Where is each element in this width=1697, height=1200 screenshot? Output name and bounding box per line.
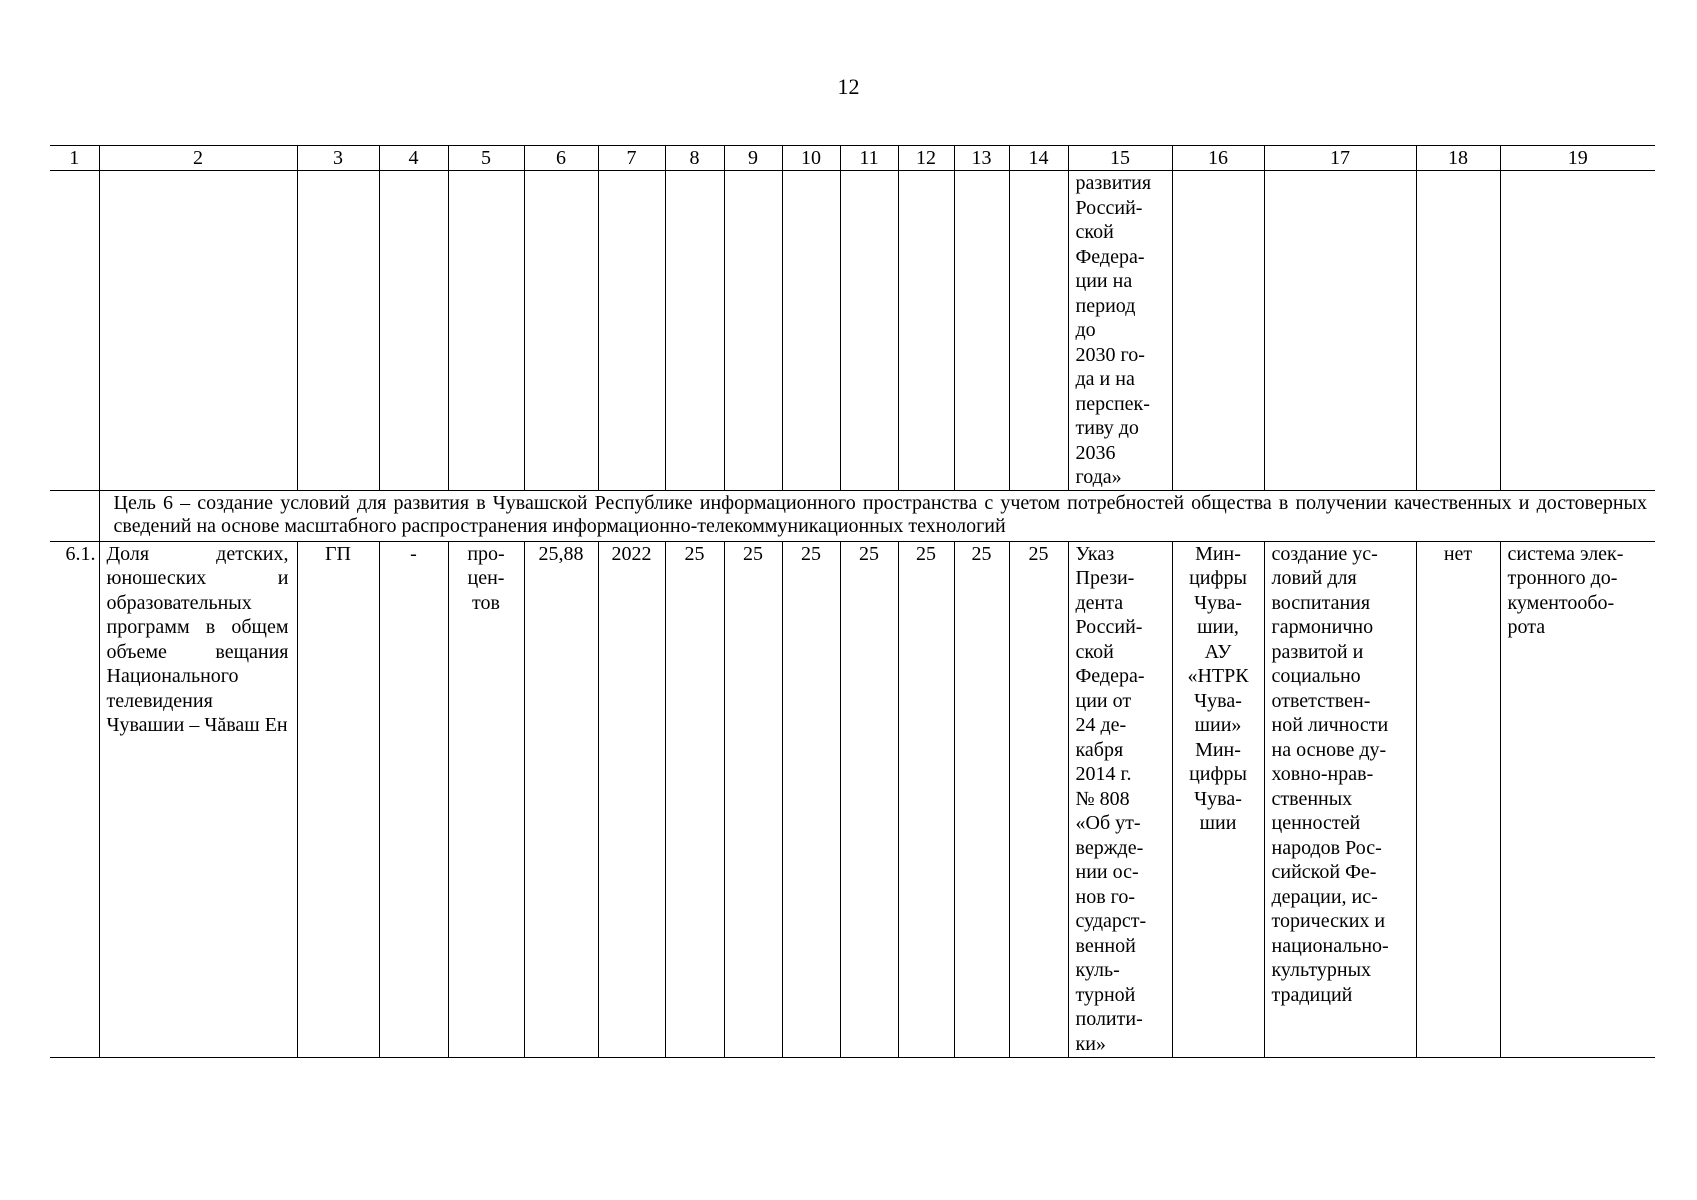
header-cell: 19	[1500, 146, 1655, 171]
indicator-name: Доля детских, юношеских и образовательных программ в общем объеме вещания Национального телевидения Чувашии – Чăваш Ен	[99, 541, 297, 1057]
continuation-row	[50, 171, 1655, 491]
goal-link: создание ус- ловий для воспитания гармонично развитой и социально ответствен- ной личности на основе ду- ховно-нрав- ственных ценностей народов Рос- сийской Фе- дерации, ис- торических и национально- культурных традиций	[1264, 541, 1416, 1057]
header-cell: 12	[898, 146, 954, 171]
legal-basis: Указ Прези- дента Россий- ской Федера- ции от 24 де- кабря 2014 г. № 808 «Об ут- вержде- нии ос- нов го- сударст- венной куль- турной полити- ки»	[1068, 541, 1172, 1057]
header-cell: 9	[724, 146, 782, 171]
base-value: 25,88	[524, 541, 598, 1057]
col18-value: нет	[1416, 541, 1500, 1057]
continuation-basis-text: развития Россий- ской Федера- ции на период до 2030 го- да и на перспек- тиву до 2036 года»	[1068, 171, 1172, 491]
value-col8: 25	[665, 541, 724, 1057]
header-cell: 15	[1068, 146, 1172, 171]
header-cell: 17	[1264, 146, 1416, 171]
header-cell: 6	[524, 146, 598, 171]
header-cell: 3	[297, 146, 379, 171]
header-cell: 7	[598, 146, 665, 171]
table-row	[50, 541, 1655, 1057]
value-col14: 25	[1009, 541, 1068, 1057]
indicator-source: ГП	[297, 541, 379, 1057]
header-cell: 16	[1172, 146, 1264, 171]
goal-text: Цель 6 – создание условий для развития в Чувашской Республике информационного пространства с учетом потребностей общества в получении качественных и достоверных сведений на основе масштабного распространения информационно-телекоммуникационных технологий	[99, 490, 1655, 541]
header-cell: 1	[50, 146, 99, 171]
header-cell: 4	[379, 146, 448, 171]
header-cell: 14	[1009, 146, 1068, 171]
header-cell: 2	[99, 146, 297, 171]
base-year: 2022	[598, 541, 665, 1057]
goal-row	[50, 490, 1655, 541]
header-cell: 18	[1416, 146, 1500, 171]
indicators-table	[50, 145, 1655, 1058]
indicator-col4: -	[379, 541, 448, 1057]
row-number: 6.1.	[50, 541, 99, 1057]
header-cell: 8	[665, 146, 724, 171]
value-col12: 25	[898, 541, 954, 1057]
header-cell: 13	[954, 146, 1009, 171]
header-cell: 11	[840, 146, 898, 171]
value-col13: 25	[954, 541, 1009, 1057]
header-row	[50, 146, 1655, 171]
value-col9: 25	[724, 541, 782, 1057]
value-col11: 25	[840, 541, 898, 1057]
responsible-bodies: Мин- цифры Чува- шии, АУ «НТРК Чува- шии» Мин- цифры Чува- шии	[1172, 541, 1264, 1057]
unit-of-measure: про- цен- тов	[448, 541, 524, 1057]
page-number: 12	[837, 74, 860, 99]
value-col10: 25	[782, 541, 840, 1057]
info-system: система элек- тронного до- кументообо- рота	[1500, 541, 1655, 1057]
header-cell: 5	[448, 146, 524, 171]
header-cell: 10	[782, 146, 840, 171]
